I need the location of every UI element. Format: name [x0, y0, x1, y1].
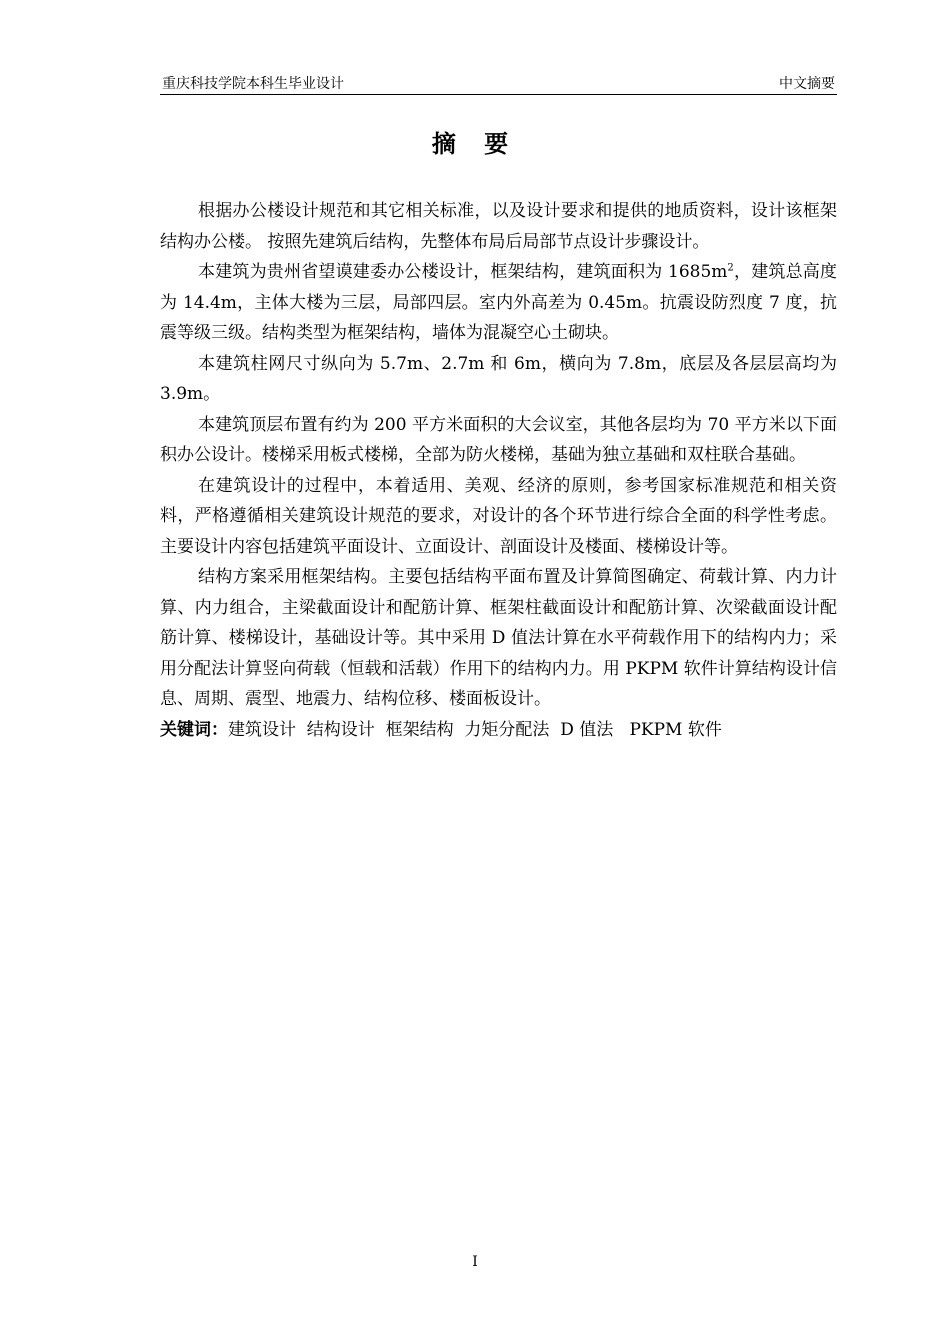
page-number: I	[472, 1254, 478, 1270]
keywords-label: 关键词：	[160, 719, 228, 740]
paragraph-intro: 根据办公楼设计规范和其它相关标准，以及设计要求和提供的地质资料，设计该框架结构办公楼。 按照先建筑后结构，先整体布局后局部节点设计步骤设计。	[160, 201, 837, 252]
paragraph-building-overview-part1: 本建筑为贵州省望谟建委办公楼设计，框架结构，建筑面积为 1685m	[198, 262, 728, 282]
header-section-title: 中文摘要	[779, 76, 835, 92]
keywords-text: 建筑设计 结构设计 框架结构 力矩分配法 D 值法 PKPM 软件	[228, 719, 722, 740]
page-header	[160, 74, 837, 95]
paragraph-structural-scheme: 结构方案采用框架结构。主要包括结构平面布置及计算简图确定、荷载计算、内力计算、内力组合，主梁截面设计和配筋计算、框架柱截面设计和配筋计算、次梁截面设计配筋计算、楼梯设计，基础设计等。其中采用 D 值法计算在水平荷载作用下的结构内力；采用分配法计算竖向荷载（恒载和活载）作用下的结构内力。用 PKPM 软件计算结构设计信息、周期、震型、地震力、结构位移、楼面板设计。	[160, 567, 837, 709]
paragraph-floor-layout: 本建筑顶层布置有约为 200 平方米面积的大会议室，其他各层均为 70 平方米以下面积办公设计。楼梯采用板式楼梯，全部为防火楼梯，基础为独立基础和双柱联合基础。	[160, 414, 837, 465]
paragraph-design-principles: 在建筑设计的过程中，本着适用、美观、经济的原则，参考国家标准规范和相关资料，严格遵循相关建筑设计规范的要求，对设计的各个环节进行综合全面的科学性考虑。主要设计内容包括建筑平面设计、立面设计、剖面设计及楼面、楼梯设计等。	[160, 475, 837, 557]
header-school-title: 重庆科技学院本科生毕业设计	[162, 76, 344, 92]
abstract-body	[160, 196, 837, 745]
superscript-squared: 2	[727, 262, 734, 274]
paragraph-building-overview	[160, 257, 837, 349]
abstract-title: 摘 要	[431, 130, 519, 158]
keywords-line	[160, 715, 837, 746]
paragraph-building-overview-part2: ，建筑总高度为 14.4m，主体大楼为三层，局部四层。室内外高差为 0.45m。抗震设防烈度 7 度，抗震等级三级。结构类型为框架结构，墙体为混凝空心土砌块。	[160, 262, 838, 343]
paragraph-column-grid: 本建筑柱网尺寸纵向为 5.7m、2.7m 和 6m，横向为 7.8m，底层及各层层高均为 3.9m。	[160, 353, 837, 404]
